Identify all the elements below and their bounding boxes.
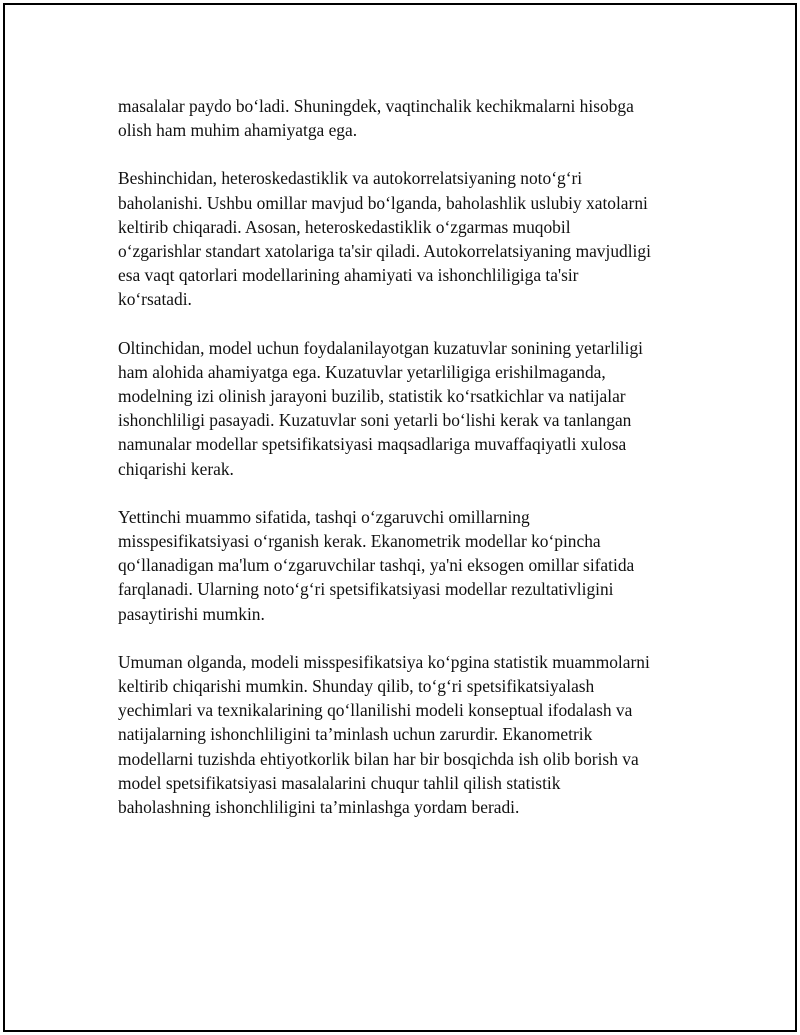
paragraph-1: masalalar paydo bo‘ladi. Shuningdek, vaqtinchalik kechikmalarni hisobga olish ham muhim ahamiyatga ega.: [118, 96, 634, 141]
paragraph-5: Umuman olganda, modeli misspesifikatsiya ko‘pgina statistik muammolarni keltirib chiqarishi mumkin. Shunday qilib, to‘g‘ri spetsifikatsiyalash yechimlari va texnikalarining qo‘llanilishi modeli konseptual ifodalash va natijalarning ishonchliligini ta’minlash uchun zarurdir. Ekanometrik modellarni tuzishda ehtiyotkorlik bilan har bir bosqichda ish olib borish va model spetsifikatsiyasi masalalarini chuqur tahlil qilish statistik baholashning ishonchliligini ta’minlashga yordam beradi.: [118, 651, 650, 818]
document-body: [118, 94, 718, 843]
paragraph-4: Yettinchi muammo sifatida, tashqi o‘zgaruvchi omillarning misspesifikatsiyasi o‘rganish kerak. Ekanometrik modellar ko‘pincha qo‘llanadigan ma'lum o‘zgaruvchilar tashqi, ya'ni eksogen omillar sifatida farqlanadi. Ularning noto‘g‘ri spetsifikatsiyasi modellar rezultativligini pasaytirishi mumkin.: [118, 506, 635, 624]
paragraph-3: Oltinchidan, model uchun foydalanilayotgan kuzatuvlar sonining yetarliligi ham alohida ahamiyatga ega. Kuzatuvlar yetarliligiga erishilmaganda, modelning izi olinish jarayoni buzilib, statistik ko‘rsatkichlar va natijalar ishonchliligi pasayadi. Kuzatuvlar soni yetarli bo‘lishi kerak va tanlangan namunalar modellar spetsifikatsiyasi maqsadlariga muvaffaqiyatli xulosa chiqarishi kerak.: [118, 337, 643, 479]
paragraph-2: Beshinchidan, heteroskedastiklik va autokorrelatsiyaning noto‘g‘ri baholanishi. Ushbu omillar mavjud bo‘lganda, baholashlik uslubiy xatolarni keltirib chiqaradi. Asosan, heteroskedastiklik o‘zgarmas muqobil o‘zgarishlar standart xatolariga ta'sir qiladi. Autokorrelatsiyaning mavjudligi esa vaqt qatorlari modellarining ahamiyati va ishonchliligiga ta'sir ko‘rsatadi.: [118, 168, 651, 310]
